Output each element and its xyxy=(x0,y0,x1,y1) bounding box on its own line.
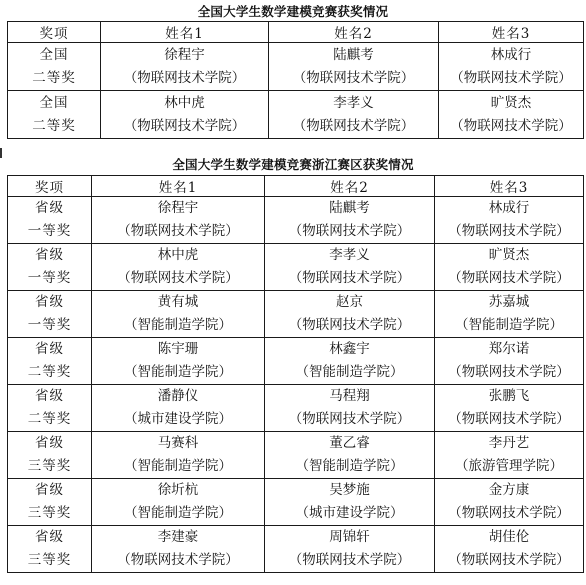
winner-name: 李孝义 xyxy=(333,94,374,111)
winner-cell xyxy=(269,91,439,139)
winner-cell xyxy=(92,338,265,385)
winner-name: 李丹艺 xyxy=(488,435,530,451)
table-row xyxy=(8,43,584,91)
winner-college: （智能制造学院） xyxy=(295,364,404,380)
award-level: 省级 xyxy=(35,388,64,404)
winner-cell xyxy=(265,197,435,244)
winner-name: 徐程宇 xyxy=(157,200,199,216)
award-level: 省级 xyxy=(35,482,64,498)
winner-name: 陆麒考 xyxy=(329,200,370,216)
winner-name: 金方康 xyxy=(488,482,530,498)
winner-name: 陆麒考 xyxy=(333,46,374,63)
winner-college: （物联网技术学院） xyxy=(117,552,239,568)
award-grade: 一等奖 xyxy=(27,270,72,286)
winner-college: （物联网技术学院） xyxy=(117,270,239,286)
winner-cell xyxy=(435,526,584,573)
winner-cell xyxy=(92,197,265,244)
winner-cell xyxy=(92,291,265,338)
winner-college: （物联网技术学院） xyxy=(292,69,415,86)
winner-cell xyxy=(439,91,584,139)
award-cell xyxy=(8,197,92,244)
header-name-2: 姓名2 xyxy=(269,22,439,43)
winner-cell xyxy=(435,479,584,526)
award-cell xyxy=(8,479,92,526)
winner-cell xyxy=(435,197,584,244)
winner-name: 李建豪 xyxy=(157,529,199,545)
award-grade: 一等奖 xyxy=(27,317,72,333)
winner-cell xyxy=(439,43,584,91)
header-row xyxy=(8,176,584,197)
header-name-3: 姓名3 xyxy=(439,22,584,43)
winner-college: （智能制造学院） xyxy=(124,364,232,380)
winner-name: 郑尔诺 xyxy=(488,341,530,357)
winner-name: 李孝义 xyxy=(329,247,370,263)
table-row xyxy=(8,385,584,432)
header-name-2: 姓名2 xyxy=(265,176,435,197)
award-level: 省级 xyxy=(35,529,64,545)
winner-name: 马程翔 xyxy=(329,388,370,404)
winner-cell xyxy=(265,291,435,338)
award-cell xyxy=(8,338,92,385)
winner-cell xyxy=(92,432,265,479)
winner-name: 旷贤杰 xyxy=(490,94,532,111)
winner-name: 吴梦施 xyxy=(329,482,370,498)
award-grade: 三等奖 xyxy=(27,458,72,474)
winner-name: 马赛科 xyxy=(157,435,199,451)
winner-cell xyxy=(265,338,435,385)
table-row xyxy=(8,479,584,526)
winner-name: 潘静仪 xyxy=(157,388,199,404)
winner-cell xyxy=(101,91,269,139)
winner-college: （物联网技术学院） xyxy=(450,117,572,134)
header-name-3: 姓名3 xyxy=(435,176,584,197)
award-cell xyxy=(8,432,92,479)
winner-cell xyxy=(265,432,435,479)
winner-cell xyxy=(265,526,435,573)
winner-name: 苏嘉城 xyxy=(488,294,530,310)
table-row xyxy=(8,432,584,479)
table-row xyxy=(8,291,584,338)
winner-name: 陈宇珊 xyxy=(157,341,199,357)
winner-name: 胡佳伦 xyxy=(488,529,530,545)
award-grade: 二等奖 xyxy=(27,364,72,380)
winner-college: （物联网技术学院） xyxy=(288,552,411,568)
winner-name: 林鑫宇 xyxy=(329,341,370,357)
winner-college: （智能制造学院） xyxy=(295,458,404,474)
award-cell xyxy=(8,526,92,573)
winner-name: 徐程宇 xyxy=(164,46,205,63)
winner-cell xyxy=(92,526,265,573)
winner-college: （智能制造学院） xyxy=(124,458,232,474)
winner-college: （智能制造学院） xyxy=(455,317,563,333)
winner-cell xyxy=(92,479,265,526)
winner-college: （城市建设学院） xyxy=(295,505,404,521)
award-grade: 一等奖 xyxy=(27,223,72,239)
award-level: 省级 xyxy=(35,247,64,263)
winner-college: （物联网技术学院） xyxy=(288,317,411,333)
award-cell xyxy=(8,244,92,291)
award-level: 全国 xyxy=(39,94,69,111)
winner-college: （物联网技术学院） xyxy=(288,411,411,427)
zhejiang-awards-table xyxy=(7,175,584,573)
award-level: 省级 xyxy=(35,435,64,451)
winner-cell xyxy=(435,338,584,385)
winner-name: 赵京 xyxy=(336,294,363,310)
winner-cell xyxy=(435,432,584,479)
winner-cell xyxy=(265,385,435,432)
winner-name: 林成行 xyxy=(488,200,530,216)
award-grade: 二等奖 xyxy=(32,69,76,86)
table-row xyxy=(8,338,584,385)
winner-college: （物联网技术学院） xyxy=(292,117,415,134)
award-grade: 二等奖 xyxy=(32,117,76,134)
winner-college: （物联网技术学院） xyxy=(117,223,239,239)
winner-college: （旅游管理学院） xyxy=(455,458,563,474)
zhejiang-table-title: 全国大学生数学建模竞赛浙江赛区获奖情况 xyxy=(172,157,414,172)
award-level: 全国 xyxy=(39,46,69,63)
award-cell xyxy=(8,91,101,139)
winner-college: （城市建设学院） xyxy=(124,411,232,427)
winner-college: （物联网技术学院） xyxy=(448,364,570,380)
header-name-1: 姓名1 xyxy=(101,22,269,43)
winner-college: （物联网技术学院） xyxy=(448,552,570,568)
header-name-1: 姓名1 xyxy=(92,176,265,197)
winner-cell xyxy=(92,244,265,291)
winner-college: （物联网技术学院） xyxy=(123,117,246,134)
winner-cell xyxy=(435,244,584,291)
winner-name: 黄有城 xyxy=(157,294,199,310)
winner-college: （物联网技术学院） xyxy=(288,223,411,239)
winner-cell xyxy=(265,479,435,526)
award-level: 省级 xyxy=(35,200,64,216)
winner-college: （智能制造学院） xyxy=(124,317,232,333)
award-level: 省级 xyxy=(35,294,64,310)
winner-college: （智能制造学院） xyxy=(124,505,232,521)
award-grade: 二等奖 xyxy=(27,411,72,427)
winner-college: （物联网技术学院） xyxy=(450,69,572,86)
table-row xyxy=(8,244,584,291)
winner-name: 林成行 xyxy=(490,46,532,63)
winner-name: 周锦轩 xyxy=(329,529,370,545)
header-row xyxy=(8,22,584,43)
winner-name: 林中虎 xyxy=(164,94,205,111)
winner-name: 林中虎 xyxy=(157,247,199,263)
winner-college: （物联网技术学院） xyxy=(288,270,411,286)
award-cell xyxy=(8,385,92,432)
winner-college: （物联网技术学院） xyxy=(448,505,570,521)
winner-name: 张鹏飞 xyxy=(488,388,530,404)
award-grade: 三等奖 xyxy=(27,552,72,568)
header-award: 奖项 xyxy=(8,176,92,197)
award-level: 省级 xyxy=(35,341,64,357)
winner-cell xyxy=(269,43,439,91)
national-awards-table xyxy=(7,21,584,139)
award-grade: 三等奖 xyxy=(27,505,72,521)
winner-cell xyxy=(435,291,584,338)
winner-cell xyxy=(92,385,265,432)
table-row xyxy=(8,91,584,139)
winner-name: 旷贤杰 xyxy=(488,247,530,263)
award-cell xyxy=(8,291,92,338)
winner-college: （物联网技术学院） xyxy=(448,223,570,239)
winner-college: （物联网技术学院） xyxy=(448,270,570,286)
header-award: 奖项 xyxy=(8,22,101,43)
winner-college: （物联网技术学院） xyxy=(448,411,570,427)
national-table-title: 全国大学生数学建模竞赛获奖情况 xyxy=(197,4,389,19)
winner-cell xyxy=(101,43,269,91)
winner-name: 徐圻杭 xyxy=(157,482,199,498)
winner-college: （物联网技术学院） xyxy=(123,69,246,86)
award-cell xyxy=(8,43,101,91)
table-row xyxy=(8,197,584,244)
winner-cell xyxy=(435,385,584,432)
winner-name: 董乙睿 xyxy=(329,435,370,451)
table-row xyxy=(8,526,584,573)
winner-cell xyxy=(265,244,435,291)
